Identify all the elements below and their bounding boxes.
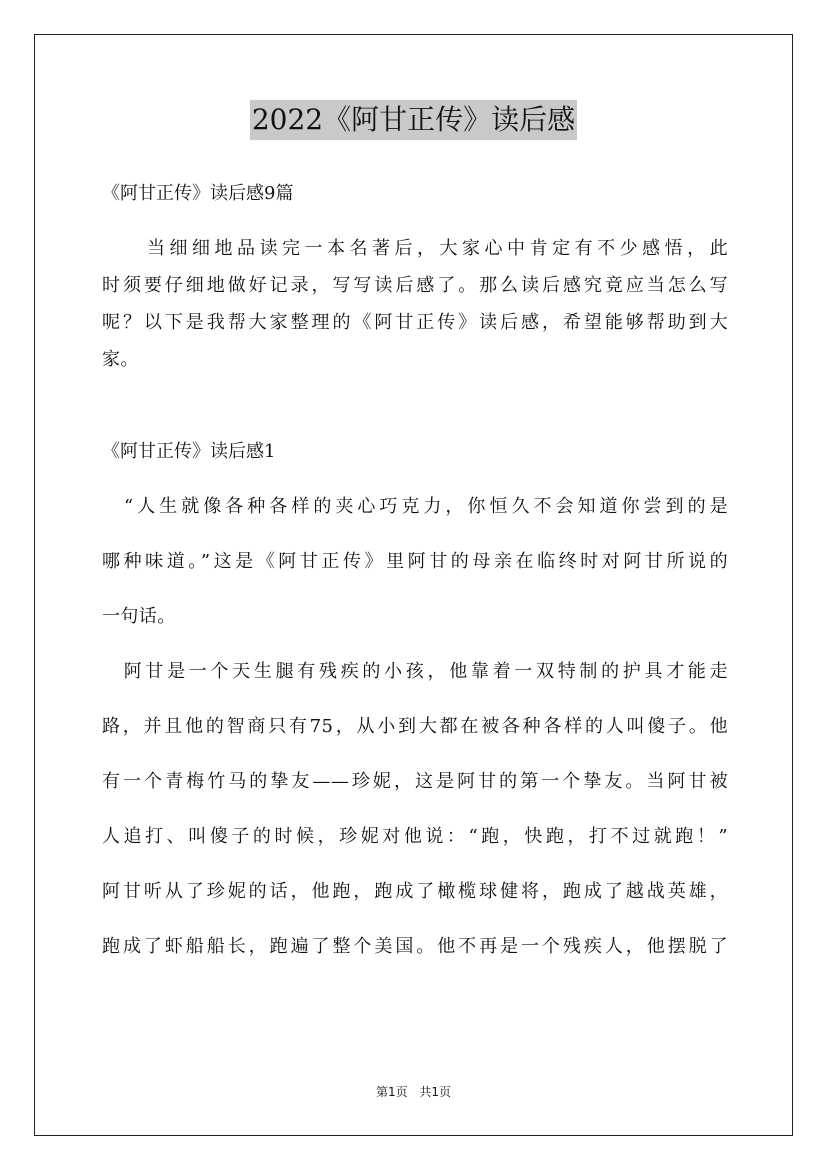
document-subtitle: 《阿甘正传》读后感9篇 [102, 183, 294, 204]
page-number: 第1页 [375, 1085, 408, 1099]
paragraph-line: 阿甘听从了珍妮的话，他跑，跑成了橄榄球健将，跑成了越战英雄， [102, 881, 728, 902]
intro-line: 时须要仔细地做好记录，写写读后感了。那么读后感究竟应当怎么写 [102, 275, 728, 296]
paragraph-line: 一句话。 [102, 606, 176, 627]
paragraph-line: “人生就像各种各样的夹心巧克力，你恒久不会知道你尝到的是 [102, 496, 728, 517]
paragraph-2 [102, 653, 728, 965]
paragraph-1 [102, 488, 728, 635]
section-heading: 《阿甘正传》读后感1 [102, 441, 276, 462]
document-title: 2022《阿甘正传》读后感 [250, 100, 577, 140]
page-footer [0, 1083, 827, 1100]
paragraph-line: 有一个青梅竹马的挚友——珍妮，这是阿甘的第一个挚友。当阿甘被 [102, 771, 728, 792]
intro-line: 当细细地品读完一本名著后，大家心中肯定有不少感悟，此 [102, 238, 728, 259]
intro-paragraph [102, 230, 728, 378]
paragraph-line: 哪种味道。”这是《阿甘正传》里阿甘的母亲在临终时对阿甘所说的 [102, 551, 728, 572]
paragraph-line: 跑成了虾船船长，跑遍了整个美国。他不再是一个残疾人，他摆脱了 [102, 936, 728, 957]
paragraph-line: 路，并且他的智商只有75，从小到大都在被各种各样的人叫傻子。他 [102, 716, 728, 737]
intro-line: 家。 [102, 349, 139, 370]
document-body [102, 175, 728, 965]
title-wrap [0, 100, 827, 140]
paragraph-line: 人追打、叫傻子的时候，珍妮对他说：“跑，快跑，打不过就跑！” [102, 826, 728, 847]
intro-line: 呢？以下是我帮大家整理的《阿甘正传》读后感，希望能够帮助到大 [102, 312, 728, 333]
page-total: 共1页 [419, 1085, 452, 1099]
paragraph-line: 阿甘是一个天生腿有残疾的小孩，他靠着一双特制的护具才能走 [102, 661, 728, 682]
